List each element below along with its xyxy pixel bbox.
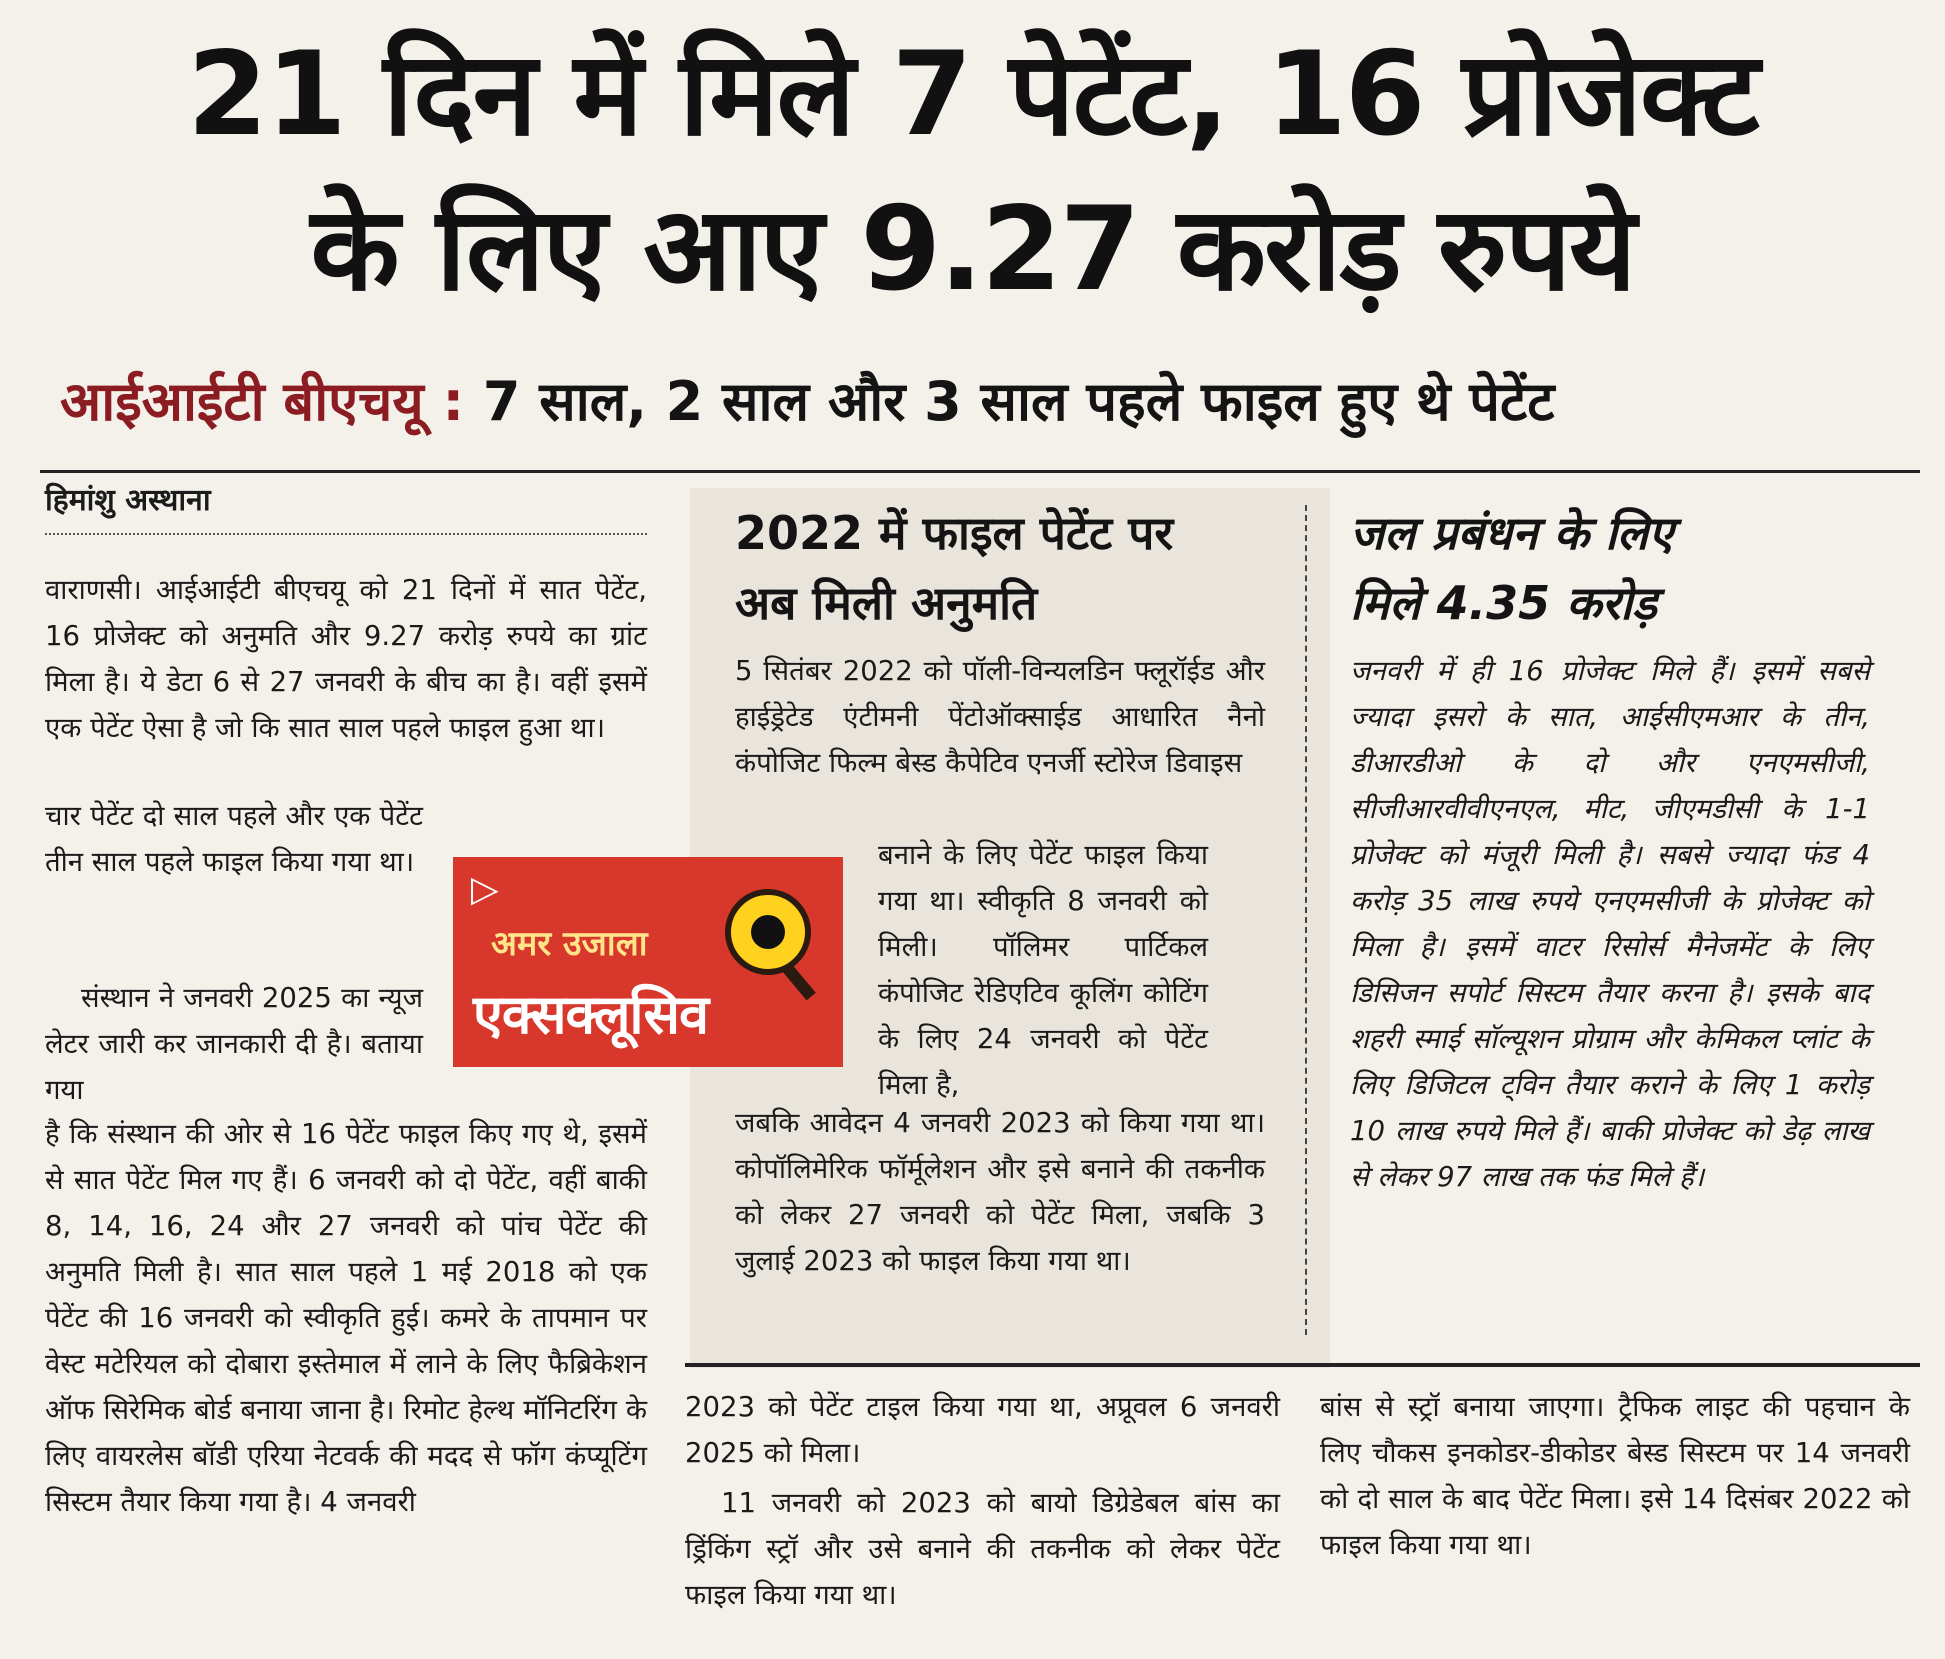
box1-para-1: 5 सितंबर 2022 को पॉली-विन्यलडिन फ्लूरॉईड और हाईड्रेटेड एंटीमनी पेंटोऑक्साईड आधारित नैनो कंपोजिट फिल्म बेस्ड कैपेटिव एनर्जी स्टोरेज डिवाइस [735,655,1265,779]
main-para-3: संस्थान ने जनवरी 2025 का न्यूज लेटर जारी कर जानकारी दी है। बताया गया [45,982,423,1106]
subheadline-brand: आईआईटी बीएचयू : [60,370,465,433]
box1-title-line-2: अब मिली अनुमति [735,576,1038,630]
byline-divider [45,533,647,535]
main-para-4: है कि संस्थान की ओर से 16 पेटेंट फाइल किए गए थे, इसमें से सात पेटेंट मिल गए हैं। 6 जनवरी को दो पेटेंट, वहीं बाकी 8, 14, 16, 24 और 27 जनवरी को पांच पेटेंट की अनुमति मिली है। सात साल पहले 1 मई 2018 को एक पेटेंट की 16 जनवरी को स्वीकृति हुई। कमरे के तापमान पर वेस्ट मटेरियल को दोबारा इस्तेमाल में लाने के लिए फैब्रिकेशन ऑफ सिरेमिक बोर्ड बनाया जाना है। रिमोट हेल्थ मॉनिटरिंग के लिए वायरलेस बॉडी एरिया नेटवर्क की मदद से फॉग कंप्यूटिंग सिस्टम तैयार किया गया है। 4 जनवरी [45,1118,647,1518]
logo-tag: एक्सक्लूसिव [473,983,709,1046]
top-rule [40,470,1920,473]
byline: हिमांशु अस्थाना [45,483,211,518]
headline-line-1: 21 दिन में मिले 7 पेटेंट, 16 प्रोजेक्ट [187,27,1758,162]
box2-para-1: जनवरी में ही 16 प्रोजेक्ट मिले हैं। इसमें सबसे ज्यादा इसरो के सात, आईसीएमआर के तीन, डीआरडीओ के दो और एनएमसीजी, सीजीआरवीवीएनएल, मीट, जीएमडीसी के 1-1 प्रोजेक्ट को मंजूरी मिली है। सबसे ज्यादा फंड 4 करोड़ 35 लाख रुपये एनएमसीजी के प्रोजेक्ट को मिला है। इसमें वाटर रिसोर्स मैनेजमेंट के लिए डिसिजन सपोर्ट सिस्टम तैयार करना है। इसके बाद शहरी स्माई सॉल्यूशन प्रोग्राम और केमिकल प्लांट के लिए डिजिटल ट्विन तैयार कराने के लिए 1 करोड़ 10 लाख रुपये मिले हैं। बाकी प्रोजेक्ट को डेढ़ लाख से लेकर 97 लाख तक फंड मिले हैं। [1350,655,1870,1193]
headline-line-2: के लिए आए 9.27 करोड़ रुपये [310,182,1635,317]
box1-para-3: जबकि आवेदन 4 जनवरी 2023 को किया गया था। कोपॉलिमेरिक फॉर्मूलेशन और इसे बनाने की तकनीक को लेकर 27 जनवरी को पेटेंट मिला, जबकि 3 जुलाई 2023 को फाइल किया गया था। [735,1107,1265,1277]
box2-title-line-1: जल प्रबंधन के लिए [1350,506,1674,560]
bottom-mid-para-2: 11 जनवरी को 2023 को बायो डिग्रेडेबल बांस का ड्रिंकिंग स्ट्रॉ और उसे बनाने की तकनीक को लेकर पेटेंट फाइल किया गया था। [685,1487,1280,1611]
box1-title-line-1: 2022 में फाइल पेटेंट पर [735,506,1174,560]
subheadline [60,362,1900,442]
subheadline-text: 7 साल, 2 साल और 3 साल पहले फाइल हुए थे पेटेंट [464,370,1555,433]
magnifier-icon [725,889,811,975]
box2-title-line-2: मिले 4.35 करोड़ [1350,576,1657,630]
main-para-2: चार पेटेंट दो साल पहले और एक पेटेंट तीन साल पहले फाइल किया गया था। [45,800,423,878]
column-separator [1305,505,1307,1335]
box-bottom-rule [685,1363,1920,1367]
play-icon: ▷ [471,869,499,910]
logo-name: अमर उजाला [491,924,648,964]
main-para-1: वाराणसी। आईआईटी बीएचयू को 21 दिनों में सात पेटेंट, 16 प्रोजेक्ट को अनुमति और 9.27 करोड़ रुपये का ग्रांट मिला है। ये डेटा 6 से 27 जनवरी के बीच का है। वहीं इसमें एक पेटेंट ऐसा है जो कि सात साल पहले फाइल हुआ था। [45,574,647,744]
bottom-mid-para-1: 2023 को पेटेंट टाइल किया गया था, अप्रूवल 6 जनवरी 2025 को मिला। [685,1391,1280,1469]
amar-ujala-exclusive-logo [453,857,843,1067]
magnifier-handle [782,964,816,1001]
bottom-right-para-1: बांस से स्ट्रॉ बनाया जाएगा। ट्रैफिक लाइट की पहचान के लिए चौकस इनकोडर-डीकोडर बेस्ड सिस्टम पर 14 जनवरी को दो साल के बाद पेटेंट मिला। इसे 14 दिसंबर 2022 को फाइल किया गया था। [1320,1391,1910,1561]
box1-para-2: बनाने के लिए पेटेंट फाइल किया गया था। स्वीकृति 8 जनवरी को मिली। पॉलिमर पार्टिकल कंपोजिट रेडिएटिव कूलिंग कोटिंग के लिए 24 जनवरी को पेटेंट मिला है, [878,839,1208,1101]
